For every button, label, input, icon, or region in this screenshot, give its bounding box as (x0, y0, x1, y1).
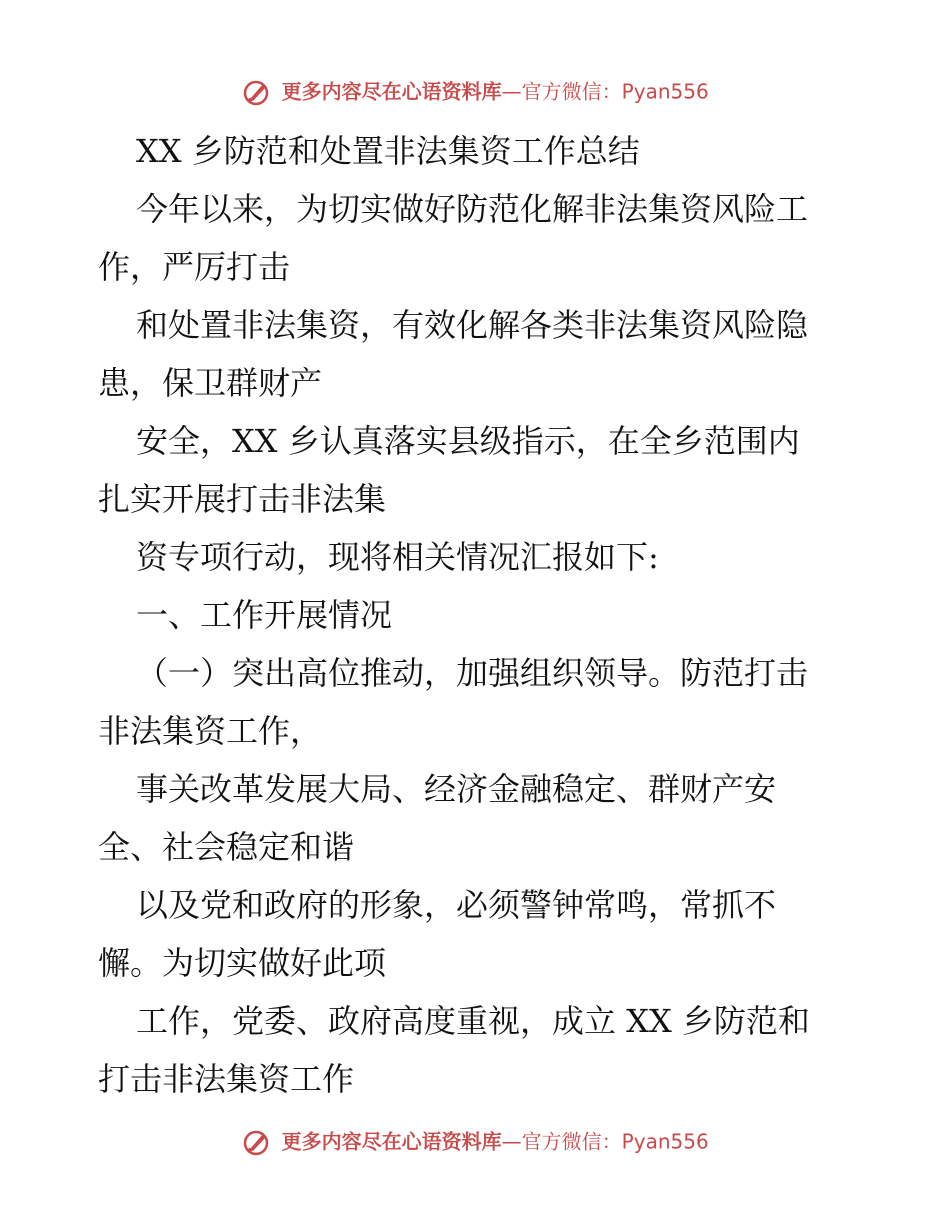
text-line: 全、社会稳定和谐 (98, 828, 355, 866)
text-line: 和处置非法集资，有效化解各类非法集资风险隐 (136, 306, 809, 344)
pen-logo-icon (241, 1128, 271, 1156)
text-line: 以及党和政府的形象，必须警钟常鸣，常抓不 (136, 886, 777, 924)
text-line: 安全，XX 乡认真落实县级指示，在全乡范围内 (136, 422, 800, 460)
text-line: 打击非法集资工作 (98, 1060, 355, 1098)
text-line: 一、工作开展情况 (136, 596, 393, 634)
document-body (98, 122, 858, 1108)
text-line: 患，保卫群财产 (98, 364, 323, 402)
watermark-header (0, 76, 950, 106)
text-line: 事关改革发展大局、经济金融稳定、群财产安 (136, 770, 777, 808)
text-line: 工作，党委、政府高度重视，成立 XX 乡防范和 (136, 1002, 810, 1040)
watermark-text: 更多内容尽在心语资料库 (281, 79, 502, 104)
pen-logo-icon (241, 78, 271, 106)
text-line: 懈。为切实做好此项 (98, 944, 387, 982)
watermark-wechat: —官方微信：Pyan556 (501, 1129, 709, 1154)
text-line: 非法集资工作， (98, 712, 323, 750)
watermark-wechat: —官方微信：Pyan556 (501, 79, 709, 104)
text-line: 扎实开展打击非法集 (98, 480, 387, 518)
text-line: 资专项行动，现将相关情况汇报如下: (136, 538, 659, 576)
text-line: （一）突出高位推动，加强组织领导。防范打击 (136, 654, 809, 692)
text-line: 作，严厉打击 (98, 248, 291, 286)
text-line: 今年以来，为切实做好防范化解非法集资风险工 (136, 190, 809, 228)
document-title: XX 乡防范和处置非法集资工作总结 (136, 132, 640, 170)
watermark-footer (0, 1126, 950, 1156)
watermark-text: 更多内容尽在心语资料库 (281, 1129, 502, 1154)
